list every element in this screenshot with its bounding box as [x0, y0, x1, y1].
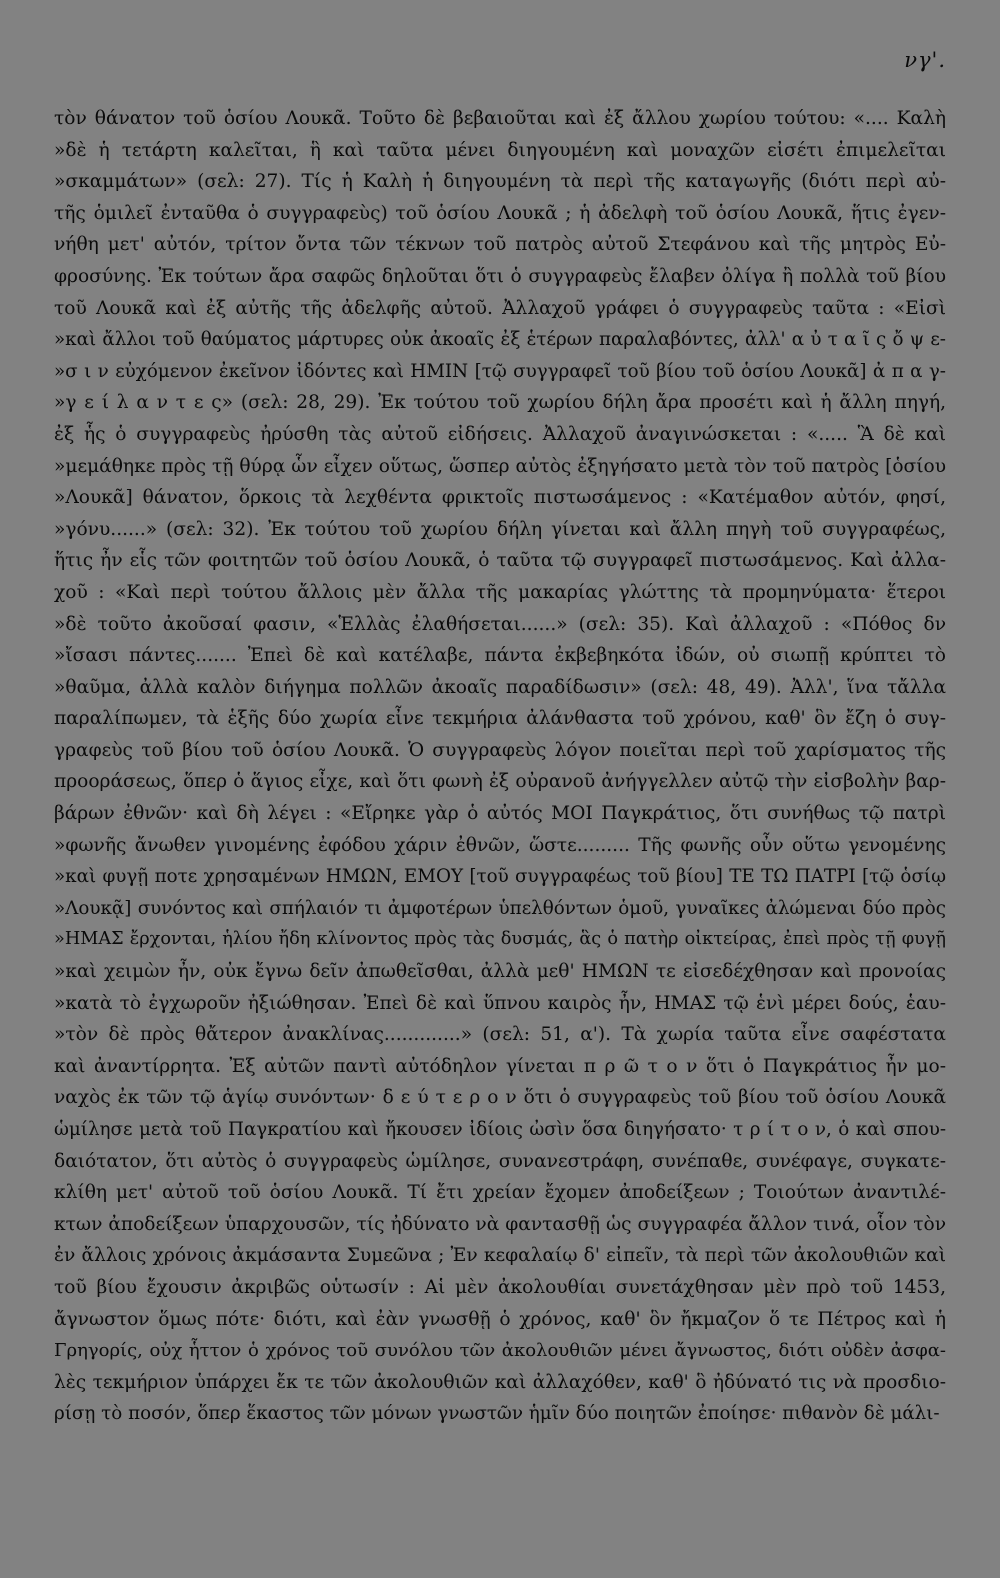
- text-line: ὡμίλησε μετὰ τοῦ Παγκρατίου καὶ ἤκουσεν ἰδίοις ὠσὶν ὅσα διηγήσατο· τ ρ ί τ ο ν, ὁ καὶ σπου-: [54, 1119, 946, 1140]
- text-line: ἄγνωστον ὅμως πότε· διότι, καὶ ἐὰν γνωσθῇ ὁ χρόνος, καθ' ὃν ἤκμαζον ὅ τε Πέτρος καὶ ἡ: [54, 1308, 946, 1330]
- text-line: »κατὰ τὸ ἐγχωροῦν ἠξιώθησαν. Ἐπεὶ δὲ καὶ ὕπνου καιρὸς ἦν, ΗΜΑΣ τῷ ἑνὶ μέρει δούς, ἑαυ-: [54, 992, 946, 1014]
- text-line: τῆς ὁμιλεῖ ἐνταῦθα ὁ συγγραφεὺς) τοῦ ὁσίου Λουκᾶ ; ἡ ἀδελφὴ τοῦ ὁσίου Λουκᾶ, ἥτις ἐγεν-: [54, 202, 946, 224]
- text-line: »καὶ φυγῇ ποτε χρησαμένων ΗΜΩΝ, ΕΜΟΥ [τοῦ συγγραφέως τοῦ βίου] ΤΕ ΤΩ ΠΑΤΡΙ [τῷ ὁσίῳ: [54, 866, 946, 888]
- text-line: βάρων ἐθνῶν· καὶ δὴ λέγει : «Εἴρηκε γὰρ ὁ αὐτός ΜΟΙ Παγκράτιος, ὅτι συνήθως τῷ πατρὶ: [54, 803, 946, 825]
- text-line: γραφεὺς τοῦ βίου τοῦ ὁσίου Λουκᾶ. Ὁ συγγραφεὺς λόγον ποιεῖται περὶ τοῦ χαρίσματος τῆς: [54, 739, 946, 761]
- text-line: »καὶ χειμὼν ἦν, οὐκ ἔγνω δεῖν ἀπωθεῖσθαι, ἀλλὰ μεθ' ΗΜΩΝ τε εἰσεδέχθησαν καὶ προνοίας: [54, 961, 946, 983]
- text-line: »σκαμμάτων» (σελ: 27). Τίς ἡ Καλὴ ἡ διηγουμένη τὰ περὶ τῆς καταγωγῆς (διότι περὶ αὐ-: [54, 171, 946, 193]
- text-line: νήθη μετ' αὐτόν, τρίτον ὄντα τῶν τέκνων τοῦ πατρὸς αὐτοῦ Στεφάνου καὶ τῆς μητρὸς Εὐ-: [54, 234, 946, 256]
- text-line: »δὲ τοῦτο ἀκοῦσαί φασιν, «Ἑλλὰς ἐλαθήσεται......» (σελ: 35). Καὶ ἀλλαχοῦ : «Πόθος δν: [54, 613, 946, 635]
- text-line: »φωνῆς ἄνωθεν γινομένης ἐφόδου χάριν ἐθνῶν, ὥστε......... Τῆς φωνῆς οὖν οὕτω γενομένης: [54, 834, 946, 856]
- page-number: νγ'.: [904, 48, 946, 72]
- text-line: ρίσῃ τὸ ποσόν, ὅπερ ἕκαστος τῶν μόνων γνωστῶν ἡμῖν δύο ποιητῶν ἐποίησε· πιθανὸν δὲ μάλι-: [54, 1403, 940, 1425]
- text-line: τοῦ βίου ἔχουσιν ἀκριβῶς οὑτωσίν : Αἱ μὲν ἀκολουθίαι συνετάχθησαν μὲν πρὸ τοῦ 1453,: [54, 1276, 946, 1298]
- text-line: ἐν ἄλλοις χρόνοις ἀκμάσαντα Συμεῶνα ; Ἐν κεφαλαίῳ δ' εἰπεῖν, τὰ περὶ τῶν ἀκολουθιῶν καὶ: [54, 1245, 946, 1267]
- text-line: δαιότατον, ὅτι αὐτὸς ὁ συγγραφεὺς ὡμίλησε, συνανεστράφη, συνέπαθε, συνέφαγε, συγκατε-: [54, 1150, 946, 1172]
- text-line: »σ ι ν εὐχόμενον ἐκεῖνον ἰδόντες καὶ ΗΜΙΝ [τῷ συγγραφεῖ τοῦ βίου τοῦ ὁσίου Λουκᾶ] ἀ π α γ-: [54, 360, 946, 382]
- text-line: »γόνυ......» (σελ: 32). Ἐκ τούτου τοῦ χωρίου δήλη γίνεται καὶ ἄλλη πηγὴ τοῦ συγγραφέως,: [54, 518, 946, 540]
- text-line: λὲς τεκμήριον ὑπάρχει ἔκ τε τῶν ἀκολουθιῶν καὶ ἀλλαχόθεν, καθ' ὃ ἠδύνατό τις νὰ προσδιο-: [54, 1371, 946, 1393]
- text-line: »τὸν δὲ πρὸς θἄτερον ἀνακλίνας.............» (σελ: 51, α'). Τὰ χωρία ταῦτα εἶνε σαφέστατα: [54, 1024, 946, 1046]
- text-line: προοράσεως, ὅπερ ὁ ἅγιος εἶχε, καὶ ὅτι φωνὴ ἐξ οὐρανοῦ ἀνήγγελλεν αὐτῷ τὴν εἰσβολὴν βαρ-: [54, 771, 946, 793]
- text-line: »ἴσασι πάντες....... Ἐπεὶ δὲ καὶ κατέλαβε, πάντα ἐκβεβηκότα ἰδών, οὐ σιωπῇ κρύπτει τὸ: [54, 645, 946, 667]
- text-line: »γ ε ί λ α ν τ ε ς» (σελ: 28, 29). Ἐκ τούτου τοῦ χωρίου δήλη ἄρα προσέτι καὶ ἡ ἄλλη πηγή,: [54, 392, 946, 414]
- text-line: Γρηγορίς, οὐχ ἧττον ὁ χρόνος τοῦ συνόλου τῶν ἀκολουθιῶν μένει ἄγνωστος, διότι οὐδὲν ἀσφα-: [54, 1340, 946, 1362]
- text-line: »Λουκᾷ] συνόντος καὶ σπήλαιόν τι ἀμφοτέρων ὑπελθόντων ὁμοῦ, γυναῖκες ἀλώμεναι δύο πρὸς: [54, 897, 946, 919]
- text-line: »θαῦμα, ἀλλὰ καλὸν διήγημα πολλῶν ἀκοαῖς παραδίδωσιν» (σελ: 48, 49). Ἀλλ', ἵνα τἄλλα: [54, 676, 946, 698]
- text-line: παραλίπωμεν, τὰ ἑξῆς δύο χωρία εἶνε τεκμήρια ἀλάνθαστα τοῦ χρόνου, καθ' ὃν ἔζη ὁ συγ-: [54, 708, 946, 730]
- text-line: »ΗΜΑΣ ἔρχονται, ἡλίου ἤδη κλίνοντος πρὸς τὰς δυσμάς, ἃς ὁ πατὴρ οἰκτείρας, ἐπεὶ πρὸς τῇ φυγῇ: [54, 929, 946, 950]
- text-line: »μεμάθηκε πρὸς τῇ θύρᾳ ὧν εἶχεν οὕτως, ὥσπερ αὐτὸς ἐξηγήσατο μετὰ τὸν τοῦ πατρὸς [ὁσίου: [54, 455, 946, 477]
- text-line: »καὶ ἄλλοι τοῦ θαύματος μάρτυρες οὐκ ἀκοαῖς ἐξ ἑτέρων παραλαβόντες, ἀλλ' α ὐ τ α ῖ ς ὄ ψ ε-: [54, 329, 946, 351]
- text-line: ἥτις ἦν εἷς τῶν φοιτητῶν τοῦ ὁσίου Λουκᾶ, ὁ ταῦτα τῷ συγγραφεῖ πιστωσάμενος. Καὶ ἀλλα-: [54, 550, 946, 572]
- text-line: ἐξ ἧς ὁ συγγραφεὺς ἠρύσθη τὰς αὐτοῦ εἰδήσεις. Ἀλλαχοῦ ἀναγινώσκεται : «..... Ἃ δὲ καὶ: [54, 423, 946, 445]
- text-line: »δὲ ἡ τετάρτη καλεῖται, ἣ καὶ ταῦτα μένει διηγουμένη καὶ μοναχῶν εἰσέτι ἐπιμελεῖται: [54, 139, 946, 161]
- text-line: κτων ἀποδείξεων ὑπαρχουσῶν, τίς ἠδύνατο νὰ φαντασθῇ ὡς συγγραφέα ἄλλον τινά, οἷον τὸν: [54, 1213, 946, 1235]
- text-line: κλίθη μετ' αὐτοῦ τοῦ ὁσίου Λουκᾶ. Τί ἔτι χρείαν ἔχομεν ἀποδείξεων ; Τοιούτων ἀναντιλέ-: [54, 1182, 946, 1204]
- text-line: τὸν θάνατον τοῦ ὁσίου Λουκᾶ. Τοῦτο δὲ βεβαιοῦται καὶ ἐξ ἄλλου χωρίου τούτου: «.... Καλὴ: [54, 108, 946, 129]
- body-text: [54, 103, 946, 1430]
- text-line: τοῦ Λουκᾶ καὶ ἐξ αὐτῆς τῆς ἀδελφῆς αὐτοῦ. Ἀλλαχοῦ γράφει ὁ συγγραφεὺς ταῦτα : «Εἰσὶ: [54, 297, 946, 319]
- text-line: »Λουκᾶ] θάνατον, ὅρκοις τὰ λεχθέντα φρικτοῖς πιστωσάμενος : «Κατέμαθον αὐτόν, φησί,: [54, 487, 946, 509]
- text-line: καὶ ἀναντίρρητα. Ἐξ αὐτῶν παντὶ αὐτόδηλον γίνεται π ρ ῶ τ ο ν ὅτι ὁ Παγκράτιος ἦν μο-: [54, 1055, 946, 1077]
- text-line: ναχὸς ἐκ τῶν τῷ ἁγίῳ συνόντων· δ ε ύ τ ε ρ ο ν ὅτι ὁ συγγραφεὺς τοῦ βίου τοῦ ὁσίου Λουκᾶ: [54, 1087, 946, 1109]
- text-line: χοῦ : «Καὶ περὶ τούτου ἄλλοις μὲν ἄλλα τῆς μακαρίας γλώττης τὰ προμηνύματα· ἕτεροι: [54, 581, 946, 603]
- text-line: φροσύνης. Ἐκ τούτων ἄρα σαφῶς δηλοῦται ὅτι ὁ συγγραφεὺς ἔλαβεν ὀλίγα ἢ πολλὰ τοῦ βίου: [54, 265, 946, 287]
